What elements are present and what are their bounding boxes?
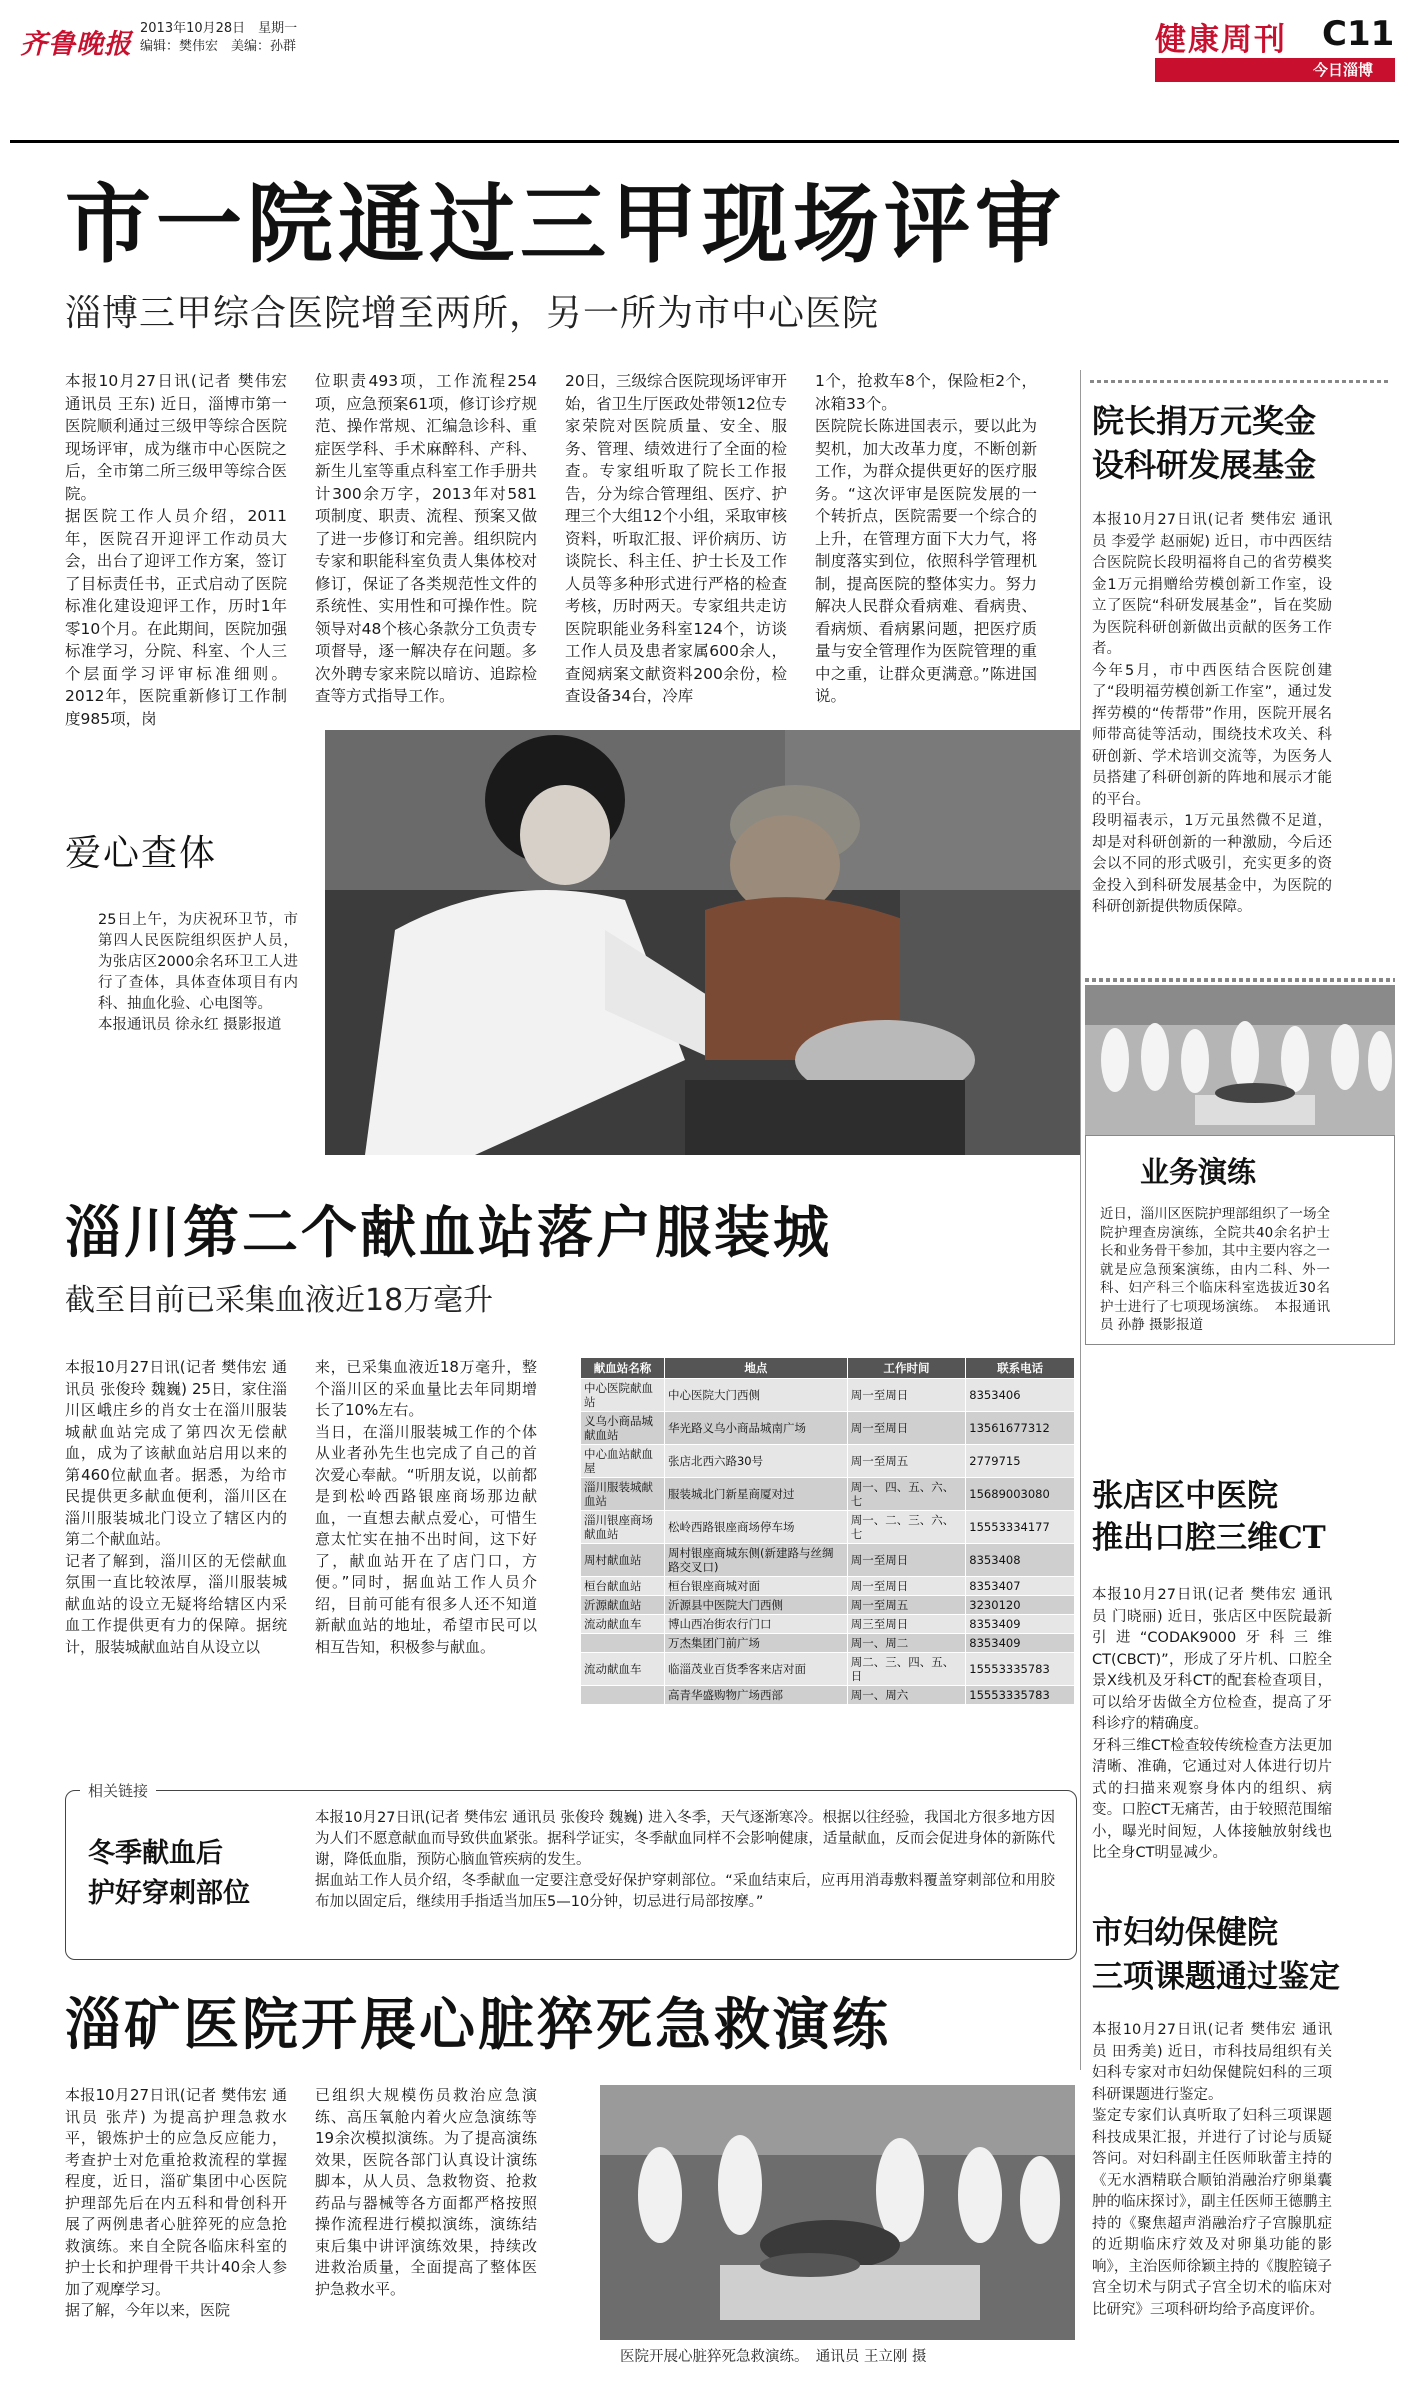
table-cell: 博山西冶街农行门口 xyxy=(664,1615,847,1634)
editor-credit: 编辑：樊伟宏 美编：孙群 xyxy=(140,39,297,54)
blood-station-table-wrap xyxy=(580,1357,1075,1705)
lead-headline: 市一院通过三甲现场评审 xyxy=(65,174,1066,275)
related-body: 本报10月27日讯(记者 樊伟宏 通讯员 张俊玲 魏巍) 进入冬季，天气逐渐寒冷。根据以往经验，我国北方很多地方因为人们不愿意献血而导致供血紧张。据科学证实，冬季献血同样不会影响健康，适量献血，反而会促进身体的新陈代谢，降低血脂，预防心脑血管疾病的发生。 据血站工作人员介绍，冬季献血一定要注意受好保护穿刺部位。“采血结束后，应再用消毒敷料覆盖穿刺部位和用胶布加以固定后，继续用手指适当加压5—10分钟，切忌进行局部按摩。” xyxy=(315,1810,1055,1910)
subsection-banner: 今日淄博 xyxy=(1155,58,1395,82)
table-cell: 服装城北门新星商厦对过 xyxy=(664,1478,847,1511)
table-cell: 周二、三、四、五、日 xyxy=(847,1653,966,1686)
table-cell: 2779715 xyxy=(966,1445,1075,1478)
drill-title: 业务演练 xyxy=(1140,1155,1257,1189)
table-cell: 周村献血站 xyxy=(581,1544,665,1577)
table-cell: 周一至周日 xyxy=(847,1544,966,1577)
mine-headline: 淄矿医院开展心脏猝死急救演练 xyxy=(65,1992,891,2058)
checkup-caption: 25日上午，为庆祝环卫节，市第四人民医院组织医护人员，为张店区2000余名环卫工人进行了查体，具体查体项目有内科、抽血化验、心电图等。 本报通讯员 徐永红 摄影报道 xyxy=(98,912,298,1033)
table-header: 联系电话 xyxy=(966,1358,1075,1379)
section-title: 健康周刊 xyxy=(1155,22,1287,58)
table-cell: 13561677312 xyxy=(966,1412,1075,1445)
lead-subheadline: 淄博三甲综合医院增至两所，另一所为市中心医院 xyxy=(65,293,880,334)
mine-photo xyxy=(600,2085,1075,2340)
table-cell xyxy=(581,1686,665,1705)
table-cell: 沂源县中医院大门西侧 xyxy=(664,1596,847,1615)
drill-top-rule xyxy=(1085,978,1395,982)
table-row xyxy=(581,1615,1075,1634)
table-cell: 周一、四、五、六、七 xyxy=(847,1478,966,1511)
table-cell: 8353408 xyxy=(966,1544,1075,1577)
related-title-2: 护好穿刺部位 xyxy=(88,1878,250,1909)
table-row xyxy=(581,1445,1075,1478)
award-headline-2: 设科研发展基金 xyxy=(1092,446,1317,484)
table-row xyxy=(581,1596,1075,1615)
table-cell: 15553334177 xyxy=(966,1511,1075,1544)
table-cell: 义乌小商品城献血站 xyxy=(581,1412,665,1445)
related-title-1: 冬季献血后 xyxy=(88,1838,223,1869)
masthead-rule xyxy=(10,140,1399,143)
table-cell: 中心医院献血站 xyxy=(581,1379,665,1412)
table-header-row xyxy=(581,1358,1075,1379)
table-cell: 淄川服装城献血站 xyxy=(581,1478,665,1511)
maternal-headline-1: 市妇幼保健院 xyxy=(1092,1915,1278,1951)
table-cell: 沂源献血站 xyxy=(581,1596,665,1615)
table-cell: 万杰集团门前广场 xyxy=(664,1634,847,1653)
table-cell: 中心血站献血屋 xyxy=(581,1445,665,1478)
lead-column-4: 1个，抢救车8个，保险柜2个，冰箱33个。 医院院长陈进国表示，要以此为契机，加大改革力度，不断创新工作，为群众提供更好的医疗服务。“这次评审是医院发展的一个转折点，医院需要一个综合的上升，在管理方面下大力气，将制度落实到位，依照科学管理机制，提高医院的整体实力。努力解决人民群众看病难、看病贵、看病烦、看病累问题，把医疗质量与安全管理作为医院管理的重中之重，让群众更满意。”陈进国说。 xyxy=(815,372,1037,705)
maternal-body: 本报10月27日讯(记者 樊伟宏 通讯员 田秀美) 近日，市科技局组织有关妇科专家对市妇幼保健院妇科的三项科研课题进行鉴定。 鉴定专家们认真听取了妇科三项课题科技成果汇报，并进行了讨论与质疑答问。对妇科副主任医师耿蕾主持的《无水酒精联合顺铂消融治疗卵巢囊肿的临床探讨》，副主任医师王德鹏主持的《聚焦超声消融治疗子宫腺肌症的近期临床疗效及对卵巢功能的影响》，主治医师徐颖主持的《腹腔镜子宫全切术与阴式子宫全切术的临床对比研究》三项科研均给予高度评价。 xyxy=(1092,2022,1332,2318)
blood-column-1: 本报10月27日讯(记者 樊伟宏 通讯员 张俊玲 魏巍) 25日，家住淄川区峨庄乡的肖女士在淄川服装城献血站完成了第四次无偿献血，成为了该献血站启用以来的第460位献血者。据悉，为给市民提供更多献血便利，淄川区在淄川服装城北门设立了辖区内的第二个献血站。 记者了解到，淄川区的无偿献血氛围一直比较浓厚，淄川服装城献血站的设立无疑将给辖区内采血工作提供更有力的保障。据统计，服装城献血站自从设立以 xyxy=(65,1358,287,1656)
table-cell: 周一至周五 xyxy=(847,1445,966,1478)
table-cell: 中心医院大门西侧 xyxy=(664,1379,847,1412)
dental-headline-1: 张店区中医院 xyxy=(1092,1478,1278,1514)
blood-headline: 淄川第二个献血站落户服装城 xyxy=(65,1200,832,1266)
table-cell: 周一至周日 xyxy=(847,1577,966,1596)
mine-photo-illustration xyxy=(600,2085,1075,2340)
mine-column-1: 本报10月27日讯(记者 樊伟宏 通讯员 张芹) 为提高护理急救水平，锻炼护士的应急反应能力，考查护士对危重抢救流程的掌握程度，近日，淄矿集团中心医院护理部先后在内五科和骨创科开展了两例患者心脏猝死的应急抢救演练。来自全院各临床科室的护士长和护理骨干共计40余人参加了观摩学习。 据了解，今年以来，医院 xyxy=(65,2086,287,2319)
table-row xyxy=(581,1686,1075,1705)
related-tag: 相关链接 xyxy=(80,1780,156,1801)
table-cell: 周村银座商城东侧(新建路与丝绸路交叉口) xyxy=(664,1544,847,1577)
table-cell: 流动献血车 xyxy=(581,1615,665,1634)
award-headline-1: 院长捐万元奖金 xyxy=(1092,402,1317,440)
drill-photo xyxy=(1085,985,1395,1135)
table-cell: 周一、周二 xyxy=(847,1634,966,1653)
table-row xyxy=(581,1511,1075,1544)
table-cell: 周一至周五 xyxy=(847,1596,966,1615)
mine-column-2: 已组织大规模伤员救治应急演练、高压氧舱内着火应急演练等19余次模拟演练。为了提高演练效果，医院各部门认真设计演练脚本，从人员、急救物资、抢救药品与器械等各方面都严格按照操作流程进行模拟演练，演练结束后集中讲评演练效果，持续改进救治质量，全面提高了整体医护急救水平。 xyxy=(315,2086,537,2298)
table-row xyxy=(581,1653,1075,1686)
table-row xyxy=(581,1412,1075,1445)
table-row xyxy=(581,1379,1075,1412)
table-cell: 桓台银座商城对面 xyxy=(664,1577,847,1596)
table-cell: 8353407 xyxy=(966,1577,1075,1596)
table-header: 工作时间 xyxy=(847,1358,966,1379)
table-cell: 周一、周六 xyxy=(847,1686,966,1705)
table-cell: 周一至周日 xyxy=(847,1379,966,1412)
mine-photo-caption: 医院开展心脏猝死急救演练。 通讯员 王立刚 摄 xyxy=(620,2349,927,2365)
dental-body: 本报10月27日讯(记者 樊伟宏 通讯员 门晓丽) 近日，张店区中医院最新引进“CODAK9000牙科三维CT(CBCT)”，形成了牙片机、口腔全景X线机及牙科CT的配套检查项目，可以给牙齿做全方位检查，提高了牙科诊疗的精确度。 牙科三维CT检查较传统检查方法更加清晰、准确，它通过对人体进行切片式的扫描来观察身体内的组织、病变。口腔CT无痛苦，由于较照范围缩小，曝光时间短，人体接触放射线也比全身CT明显减少。 xyxy=(1092,1587,1332,1861)
table-cell: 周三至周日 xyxy=(847,1615,966,1634)
table-cell: 临淄茂业百货季客来店对面 xyxy=(664,1653,847,1686)
checkup-title: 爱心查体 xyxy=(65,833,218,874)
table-cell: 15553335783 xyxy=(966,1686,1075,1705)
table-cell: 流动献血车 xyxy=(581,1653,665,1686)
table-cell: 周一至周日 xyxy=(847,1412,966,1445)
table-cell: 8353406 xyxy=(966,1379,1075,1412)
blood-subheadline: 截至目前已采集血液近18万毫升 xyxy=(65,1283,494,1318)
table-cell: 华光路义乌小商品城南广场 xyxy=(664,1412,847,1445)
table-row xyxy=(581,1577,1075,1596)
table-cell: 张店北西六路30号 xyxy=(664,1445,847,1478)
newspaper-logo: 齐鲁晚报 xyxy=(20,29,132,60)
table-row xyxy=(581,1478,1075,1511)
table-cell: 松岭西路银座商场停车场 xyxy=(664,1511,847,1544)
table-row xyxy=(581,1544,1075,1577)
table-cell: 8353409 xyxy=(966,1634,1075,1653)
table-cell: 3230120 xyxy=(966,1596,1075,1615)
award-top-rule xyxy=(1090,380,1390,383)
blood-column-2: 来，已采集血液近18万毫升，整个淄川区的采血量比去年同期增长了10%左右。 当日，在淄川服装城工作的个体从业者孙先生也完成了自己的首次爱心奉献。“听朋友说，以前都是到松岭西路银座商场那边献血，一直想去献点爱心，可惜生意太忙实在抽不出时间，这下好了，献血站开在了店门口，方便。”同时，据血站工作人员介绍，目前可能有很多人还不知道新献血站的地址，希望市民可以相互告知，积极参与献血。 xyxy=(315,1358,537,1656)
issue-date: 2013年10月28日 星期一 xyxy=(140,21,298,36)
checkup-photo xyxy=(325,730,1080,1155)
lead-column-2: 位职责493项，工作流程254项，应急预案61项，修订诊疗规范、操作常规、汇编急诊科、重症医学科、手术麻醉科、产科、新生儿室等重点科室工作手册共计300余万字，2013年对581项制度、职责、流程、预案又做了进一步修订和完善。组织院内专家和职能科室负责人集体校对修订，保证了各类规范性文件的系统性、实用性和可操作性。院领导对48个核心条款分工负责专项督导，逐一解决存在问题。多次外聘专家来院以暗访、追踪检查等方式指导工作。 xyxy=(315,372,537,705)
checkup-photo-illustration xyxy=(325,730,1080,1155)
lead-column-1: 本报10月27日讯(记者 樊伟宏 通讯员 王东) 近日，淄博市第一医院顺利通过三级甲等综合医院现场评审，成为继市中心医院之后，全市第二所三级甲等综合医院。 据医院工作人员介绍，2011年，医院召开迎评工作动员大会，出台了迎评工作方案，签订了目标责任书，正式启动了医院标准化建设迎评工作，历时1年零10个月。在此期间，医院加强标准学习，分院、科室、个人三个层面学习评审标准细则。2012年，医院重新修订工作制度985项，岗 xyxy=(65,372,287,728)
table-cell: 15689003080 xyxy=(966,1478,1075,1511)
table-cell: 周一、二、三、六、七 xyxy=(847,1511,966,1544)
award-body: 本报10月27日讯(记者 樊伟宏 通讯员 李爱学 赵丽妮) 近日，市中西医结合医院院长段明福将自己的省劳模奖金1万元捐赠给劳模创新工作室，设立了医院“科研发展基金”，旨在奖励为医院科研创新做出贡献的医务工作者。 今年5月，市中西医结合医院创建了“段明福劳模创新工作室”，通过发挥劳模的“传帮带”作用，医院开展名师带高徒等活动，围绕技术攻关、科研创新、学术培训交流等，为医务人员搭建了科研创新的阵地和展示才能的平台。 段明福表示，1万元虽然微不足道，却是对科研创新的一种激励，今后还会以不同的形式吸引，充实更多的资金投入到科研发展基金中，为医院的科研创新提供物质保障。 xyxy=(1092,512,1332,915)
table-header: 献血站名称 xyxy=(581,1358,665,1379)
page-number: C11 xyxy=(1322,14,1395,54)
table-cell: 15553335783 xyxy=(966,1653,1075,1686)
lead-column-3: 20日，三级综合医院现场评审开始，省卫生厅医政处带领12位专家荣院对医院质量、安全、服务、管理、绩效进行了全面的检查。专家组听取了院长工作报告，分为综合管理组、医疗、护理三个大组12个小组，采取审核资料，听取汇报、评价病历、访谈院长、科主任、护士长及工作人员等多种形式进行严格的检查考核，历时两天。专家组共走访医院职能业务科室124个，访谈工作人员及患者家属600余人，查阅病案文献资料200余份，检查设备34台，冷库 xyxy=(565,372,787,705)
drill-body: 近日，淄川区医院护理部组织了一场全院护理查房演练，全院共40余名护士长和业务骨干参加，其中主要内容之一就是应急预案演练，由内二科、外一科、妇产科三个临床科室选拔近30名护士进行了七项现场演练。 本报通讯员 孙静 摄影报道 xyxy=(1100,1206,1330,1333)
blood-station-table xyxy=(580,1357,1075,1705)
maternal-headline-2: 三项课题通过鉴定 xyxy=(1092,1959,1340,1995)
table-row xyxy=(581,1634,1075,1653)
table-cell: 高青华盛购物广场西部 xyxy=(664,1686,847,1705)
table-cell: 桓台献血站 xyxy=(581,1577,665,1596)
drill-photo-illustration xyxy=(1085,985,1395,1135)
table-cell: 8353409 xyxy=(966,1615,1075,1634)
dental-headline-2: 推出口腔三维CT xyxy=(1092,1520,1326,1556)
table-header: 地点 xyxy=(664,1358,847,1379)
table-cell: 淄川银座商场献血站 xyxy=(581,1511,665,1544)
table-cell xyxy=(581,1634,665,1653)
